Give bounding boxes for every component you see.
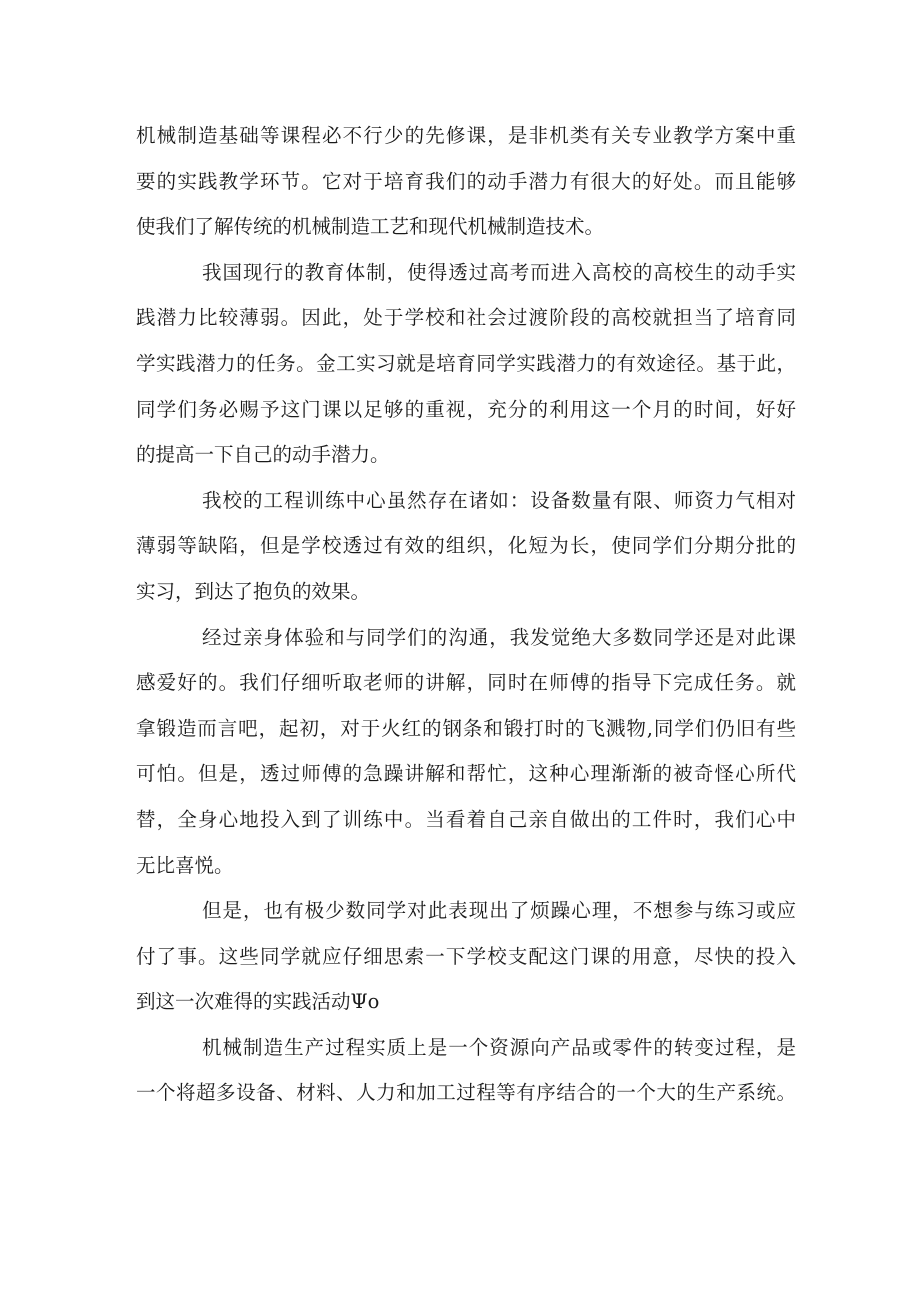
document-body [136, 113, 796, 1116]
text-line: 践潜力比较薄弱。因此，处于学校和社会过渡阶段的高校就担当了培育同 [136, 306, 796, 330]
text-line: 要的实践教学环节。它对于培育我们的动手潜力有很大的好处。而且能够 [136, 169, 796, 193]
text-line: 拿锻造而言吧，起初，对于火红的钢条和锻打时的飞溅物,同学们仍旧有些 [136, 716, 796, 740]
text-line: 一个将超多设备、材料、人力和加工过程等有序结合的一个大的生产系统。 [136, 1081, 796, 1105]
text-line: 机械制造基础等课程必不行少的先修课，是非机类有关专业教学方案中重 [136, 124, 796, 147]
text-line: 到这一次难得的实践活动Ψo [136, 990, 380, 1014]
text-line: 使我们了解传统的机械制造工艺和现代机械制造技术。 [136, 215, 605, 239]
text-line: 同学们务必赐予这门课以足够的重视，充分的利用这一个月的时间，好好 [136, 397, 796, 421]
text-line: 可怕。但是，透过师傅的急躁讲解和帮忙，这种心理渐渐的被奇怪心所代 [136, 762, 796, 786]
paragraph-first-line: 经过亲身体验和与同学们的沟通，我发觉绝大多数同学还是对此课 [202, 625, 796, 649]
text-line: 无比喜悦。 [136, 853, 234, 877]
paragraph-first-line: 机械制造生产过程实质上是一个资源向产品或零件的转变过程，是 [202, 1035, 796, 1059]
paragraph-first-line: 我国现行的教育体制，使得透过高考而进入高校的高校生的动手实 [202, 260, 796, 284]
paragraph-first-line: 但是，也有极少数同学对此表现出了烦躁心理，不想参与练习或应 [202, 899, 796, 923]
paragraph-first-line: 我校的工程训练中心虽然存在诸如：设备数量有限、师资力气相对 [202, 488, 796, 512]
text-line: 薄弱等缺陷，但是学校透过有效的组织，化短为长，使同学们分期分批的 [136, 534, 796, 558]
text-line: 学实践潜力的任务。金工实习就是培育同学实践潜力的有效途径。基于此， [136, 351, 796, 375]
text-line: 的提高一下自己的动手潜力。 [136, 443, 390, 467]
text-line: 感爱好的。我们仔细听取老师的讲解，同时在师傅的指导下完成任务。就 [136, 671, 796, 695]
text-line: 付了事。这些同学就应仔细思索一下学校支配这门课的用意，尽快的投入 [136, 944, 796, 968]
text-line: 替，全身心地投入到了训练中。当看着自己亲自做出的工件时，我们心中 [136, 807, 796, 831]
text-line: 实习，到达了抱负的效果。 [136, 579, 371, 603]
